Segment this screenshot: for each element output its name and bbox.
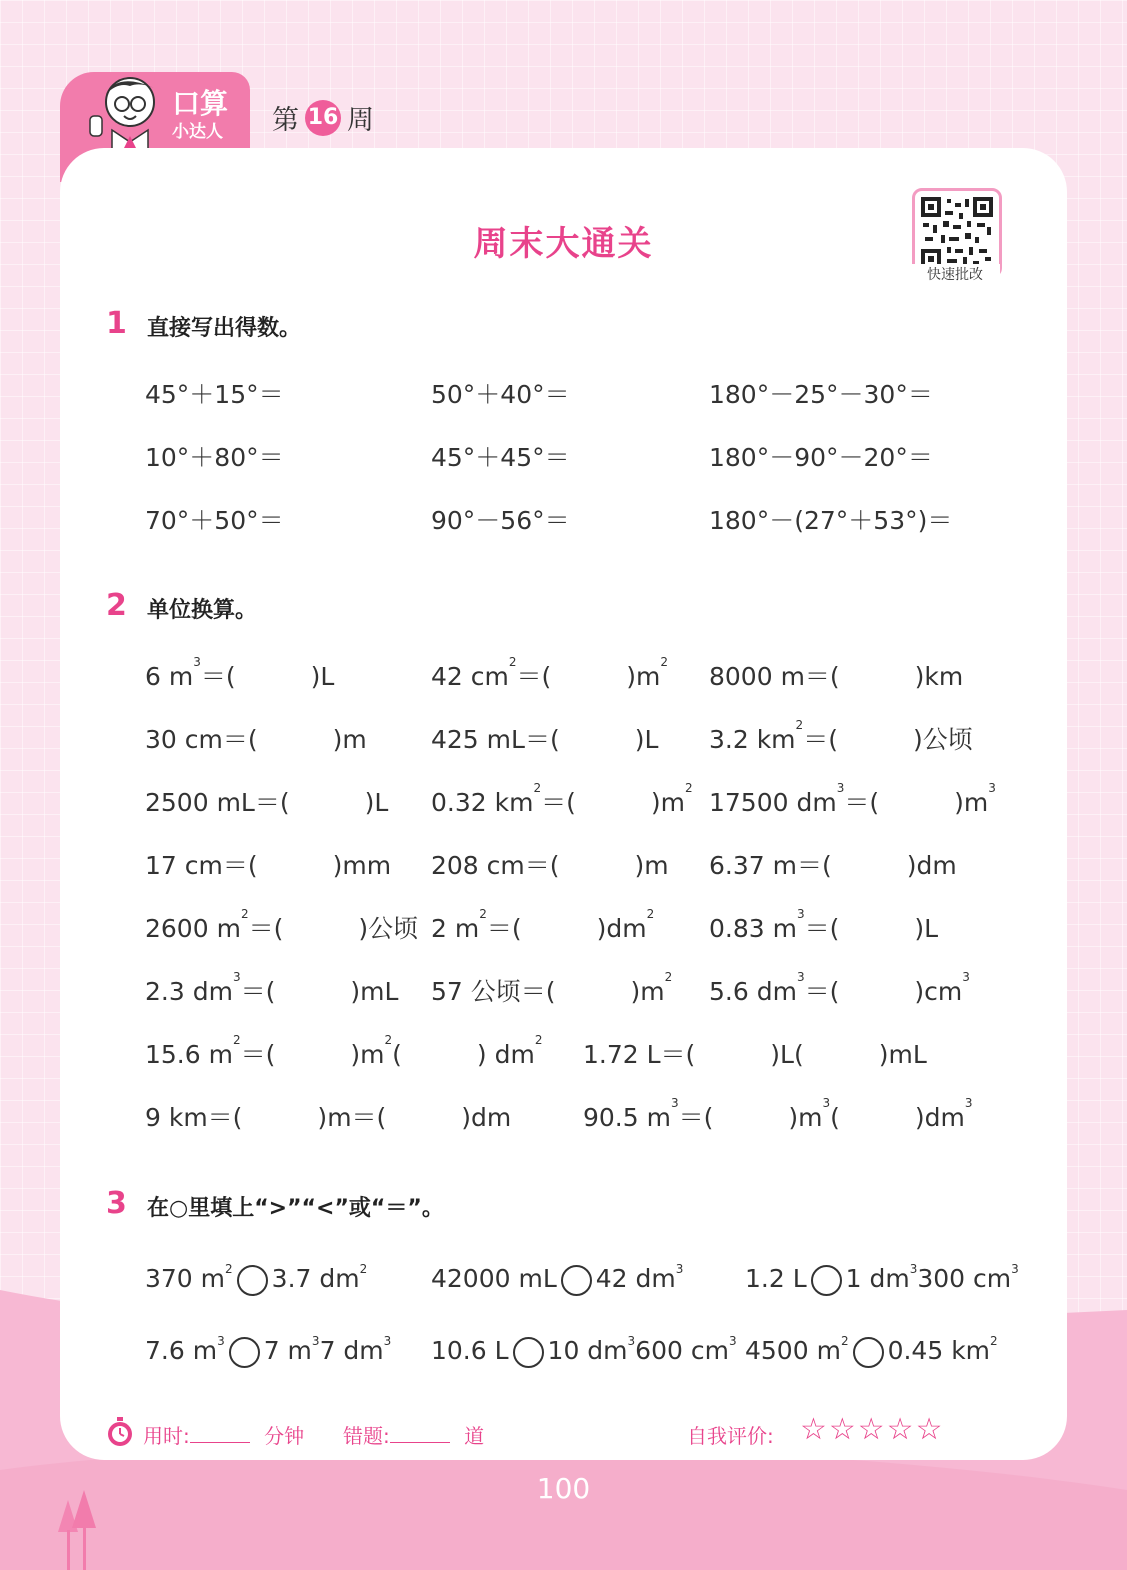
week-number: 16 xyxy=(305,100,341,136)
errors-field xyxy=(343,1420,484,1449)
problem-1-3: 180°－25°－30°＝ xyxy=(709,380,933,409)
page-title: 周末大通关 xyxy=(473,224,654,264)
problem-2-17: 57 公顷＝( )$m^2$ xyxy=(431,970,673,1006)
qr-label: 快速批改 xyxy=(910,264,1000,284)
problem-2-3: 8000 m＝( )km xyxy=(709,662,964,691)
problem-2-7: 2500 mL＝( )L xyxy=(145,788,389,817)
qr-code-icon xyxy=(921,197,993,269)
compare-6: 4500 $m^2$ 0.45 $km^2$ xyxy=(745,1336,998,1368)
answer-circle[interactable] xyxy=(237,1265,268,1296)
section-1-number: 1 xyxy=(106,306,127,341)
rating-label: 自我评价: xyxy=(687,1424,774,1448)
problem-2-19: 15.6 $m^2=$( )$m^2$( ) $dm^2$ xyxy=(145,1033,543,1069)
problem-2-13: 2600 $m^2=$( )公顷 xyxy=(145,907,419,943)
rating-stars[interactable]: ☆☆☆☆☆ xyxy=(800,1412,945,1447)
problem-2-16: 2.3 $dm^3=$( )mL xyxy=(145,970,399,1006)
page-number: 100 xyxy=(536,1472,591,1505)
compare-2: 42000 mL 42 $dm^3$ xyxy=(431,1264,683,1296)
problem-2-8: 0.32 $km^2=$( )$m^2$ xyxy=(431,781,693,817)
week-prefix: 第 xyxy=(272,105,299,136)
problem-1-6: 180°－90°－20°＝ xyxy=(709,443,933,472)
problem-2-12: 6.37 m＝( )dm xyxy=(709,851,957,880)
section-2-number: 2 xyxy=(106,588,127,623)
week-suffix: 周 xyxy=(347,105,374,136)
answer-circle[interactable] xyxy=(811,1265,842,1296)
time-blank[interactable] xyxy=(190,1424,250,1443)
badge-title: 口算 xyxy=(172,87,229,120)
problem-1-8: 90°－56°＝ xyxy=(431,506,570,535)
problem-2-15: 0.83 $m^3=$( )L xyxy=(709,907,939,943)
errors-blank[interactable] xyxy=(390,1424,450,1443)
problem-2-2: 42 $cm^2=$( )$m^2$ xyxy=(431,655,669,691)
problem-1-2: 50°＋40°＝ xyxy=(431,380,570,409)
problem-2-20: 1.72 L＝( )L( )mL xyxy=(583,1040,927,1069)
problem-2-5: 425 mL＝( )L xyxy=(431,725,659,754)
section-3-number: 3 xyxy=(106,1186,127,1221)
section-3-title: 在○里填上“>”“<”或“＝”。 xyxy=(147,1196,444,1221)
problem-2-11: 208 cm＝( )m xyxy=(431,851,669,880)
problem-1-9: 180°－(27°＋53°)＝ xyxy=(709,506,953,535)
problem-2-10: 17 cm＝( )mm xyxy=(145,851,392,880)
time-label: 用时: xyxy=(143,1424,190,1448)
errors-label: 错题: xyxy=(343,1424,390,1448)
time-unit: 分钟 xyxy=(264,1424,305,1448)
problem-2-1: 6 $m^3=$( )L xyxy=(145,655,335,691)
compare-1: 370 $m^2$ 3.7 $dm^2$ xyxy=(145,1264,367,1296)
answer-circle[interactable] xyxy=(513,1337,544,1368)
section-2-title: 单位换算。 xyxy=(147,598,258,623)
answer-circle[interactable] xyxy=(561,1265,592,1296)
problem-1-1: 45°＋15°＝ xyxy=(145,380,284,409)
compare-3: 1.2 L 1 $dm^3300$ $cm^3$ xyxy=(745,1264,1019,1296)
week-label xyxy=(272,98,374,137)
problem-2-4: 30 cm＝( )m xyxy=(145,725,367,754)
problem-1-5: 45°＋45°＝ xyxy=(431,443,570,472)
compare-5: 10.6 L 10 $dm^3600$ $cm^3$ xyxy=(431,1336,737,1368)
problem-2-14: 2 $m^2=$( )$dm^2$ xyxy=(431,907,655,943)
stopwatch-icon xyxy=(106,1417,134,1447)
problem-2-18: 5.6 $dm^3=$( )$cm^3$ xyxy=(709,970,970,1006)
problem-1-7: 70°＋50°＝ xyxy=(145,506,284,535)
badge-subtitle: 小达人 xyxy=(172,122,223,142)
mascot-icon xyxy=(78,72,170,152)
problem-2-22: 90.5 $m^3=$( )$m^3$( )$dm^3$ xyxy=(583,1096,973,1132)
errors-unit: 道 xyxy=(464,1424,485,1448)
answer-circle[interactable] xyxy=(229,1337,260,1368)
problem-2-6: 3.2 $km^2=$( )公顷 xyxy=(709,718,973,754)
problem-2-9: 17500 $dm^3=$( )$m^3$ xyxy=(709,781,996,817)
problem-2-21: 9 km＝( )m＝( )dm xyxy=(145,1103,512,1132)
section-1-title: 直接写出得数。 xyxy=(147,316,302,341)
time-field xyxy=(143,1420,304,1449)
compare-4: 7.6 $m^3$ 7 $m^37$ $dm^3$ xyxy=(145,1336,391,1368)
answer-circle[interactable] xyxy=(853,1337,884,1368)
problem-1-4: 10°＋80°＝ xyxy=(145,443,284,472)
